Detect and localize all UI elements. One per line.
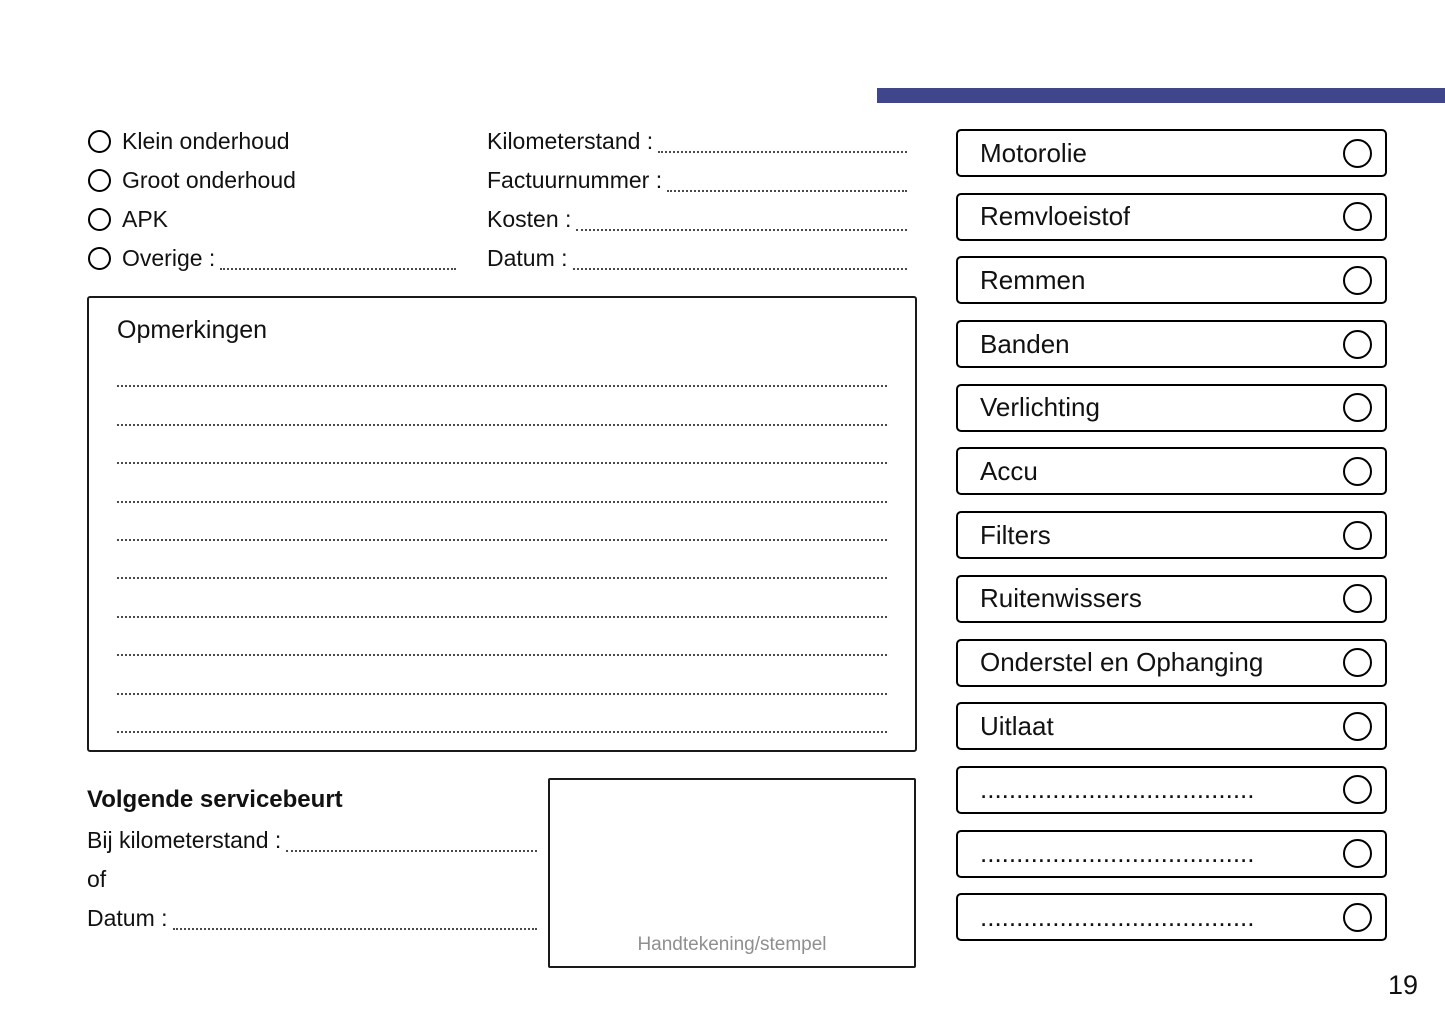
checklist-item-verlichting[interactable]: [956, 384, 1387, 432]
checklist-item-blank-3[interactable]: [956, 893, 1387, 941]
checklist: [956, 129, 1387, 941]
checklist-item-label: Onderstel en Ophanging: [980, 647, 1264, 677]
next-service-section: [87, 779, 537, 938]
field-label: Datum :: [87, 905, 168, 931]
datum-write-in-line[interactable]: [573, 268, 907, 270]
checklist-item-label: Verlichting: [980, 392, 1100, 423]
radio-circle-icon[interactable]: [88, 130, 111, 153]
check-circle-icon[interactable]: [1343, 775, 1372, 804]
check-circle-icon[interactable]: [1343, 457, 1372, 486]
next-service-title: Volgende servicebeurt: [87, 786, 343, 813]
signature-stamp-box[interactable]: [548, 778, 916, 968]
field-label: Datum :: [487, 245, 568, 271]
next-service-datum: [87, 899, 537, 938]
remark-write-in-line[interactable]: [117, 426, 887, 464]
field-factuurnummer: [487, 161, 907, 200]
check-circle-icon[interactable]: [1343, 584, 1372, 613]
remarks-lines: [117, 349, 887, 733]
check-circle-icon[interactable]: [1343, 139, 1372, 168]
check-circle-icon[interactable]: [1343, 521, 1372, 550]
check-circle-icon[interactable]: [1343, 712, 1372, 741]
field-kosten: [487, 200, 907, 239]
detail-fields: [487, 122, 907, 278]
field-kilometerstand: [487, 122, 907, 161]
remarks-title: Opmerkingen: [117, 316, 268, 344]
checklist-item-accu[interactable]: [956, 447, 1387, 495]
option-label: Klein onderhoud: [122, 128, 290, 154]
check-circle-icon[interactable]: [1343, 330, 1372, 359]
remarks-box: [87, 296, 917, 752]
remark-write-in-line[interactable]: [117, 618, 887, 656]
checklist-item-remmen[interactable]: [956, 256, 1387, 304]
next-kilometerstand-write-in-line[interactable]: [286, 850, 537, 852]
checklist-item-blank-1[interactable]: [956, 766, 1387, 814]
field-label: Factuurnummer :: [487, 167, 663, 193]
remark-write-in-line[interactable]: [117, 503, 887, 541]
check-circle-icon[interactable]: [1343, 202, 1372, 231]
next-datum-write-in-line[interactable]: [173, 928, 537, 930]
checklist-item-label: Ruitenwissers: [980, 583, 1142, 614]
checklist-item-label: ......................................: [980, 838, 1255, 869]
checklist-item-filters[interactable]: [956, 511, 1387, 559]
checklist-item-uitlaat[interactable]: [956, 702, 1387, 750]
page-number: 19: [1388, 970, 1419, 1000]
option-label: APK: [122, 206, 169, 232]
field-label: Kosten :: [487, 206, 572, 232]
checklist-item-motorolie[interactable]: [956, 129, 1387, 177]
check-circle-icon[interactable]: [1343, 393, 1372, 422]
option-klein-onderhoud[interactable]: [88, 122, 456, 161]
remark-write-in-line[interactable]: [117, 656, 887, 694]
kosten-write-in-line[interactable]: [576, 229, 907, 231]
field-datum: [487, 239, 907, 278]
option-label: Overige :: [122, 245, 216, 271]
overige-write-in-line[interactable]: [220, 268, 456, 270]
check-circle-icon[interactable]: [1343, 648, 1372, 677]
kilometerstand-write-in-line[interactable]: [658, 151, 907, 153]
next-service-of: [87, 860, 537, 899]
checklist-item-label: ......................................: [980, 901, 1255, 932]
check-circle-icon[interactable]: [1343, 839, 1372, 868]
checklist-item-onderstel-en-ophanging[interactable]: [956, 639, 1387, 687]
checklist-item-label: Banden: [980, 328, 1070, 359]
factuurnummer-write-in-line[interactable]: [667, 190, 907, 192]
remark-write-in-line[interactable]: [117, 541, 887, 579]
field-label: Bij kilometerstand :: [87, 827, 282, 853]
checklist-item-label: Remvloeistof: [980, 201, 1131, 232]
checklist-item-blank-2[interactable]: [956, 830, 1387, 878]
option-apk[interactable]: [88, 200, 456, 239]
signature-label: Handtekening/stempel: [637, 934, 827, 955]
remark-write-in-line[interactable]: [117, 387, 887, 425]
remark-write-in-line[interactable]: [117, 695, 887, 733]
checklist-item-label: ......................................: [980, 774, 1255, 805]
checklist-item-label: Filters: [980, 519, 1051, 550]
accent-bar: [877, 88, 1445, 103]
radio-circle-icon[interactable]: [88, 247, 111, 270]
next-service-kilometerstand: [87, 821, 537, 860]
checklist-item-label: Motorolie: [980, 137, 1087, 168]
check-circle-icon[interactable]: [1343, 903, 1372, 932]
radio-circle-icon[interactable]: [88, 208, 111, 231]
option-label: Groot onderhoud: [122, 167, 296, 193]
field-label: of: [87, 866, 107, 892]
remark-write-in-line[interactable]: [117, 579, 887, 617]
option-groot-onderhoud[interactable]: [88, 161, 456, 200]
checklist-item-banden[interactable]: [956, 320, 1387, 368]
check-circle-icon[interactable]: [1343, 266, 1372, 295]
checklist-item-remvloeistof[interactable]: [956, 193, 1387, 241]
checklist-item-label: Uitlaat: [980, 710, 1054, 741]
checklist-item-label: Accu: [980, 455, 1038, 486]
remark-write-in-line[interactable]: [117, 464, 887, 502]
remark-write-in-line[interactable]: [117, 349, 887, 387]
checklist-item-label: Remmen: [980, 264, 1086, 295]
radio-circle-icon[interactable]: [88, 169, 111, 192]
service-type-options: [88, 122, 456, 278]
option-overige[interactable]: [88, 239, 456, 278]
field-label: Kilometerstand :: [487, 128, 654, 154]
checklist-item-ruitenwissers[interactable]: [956, 575, 1387, 623]
